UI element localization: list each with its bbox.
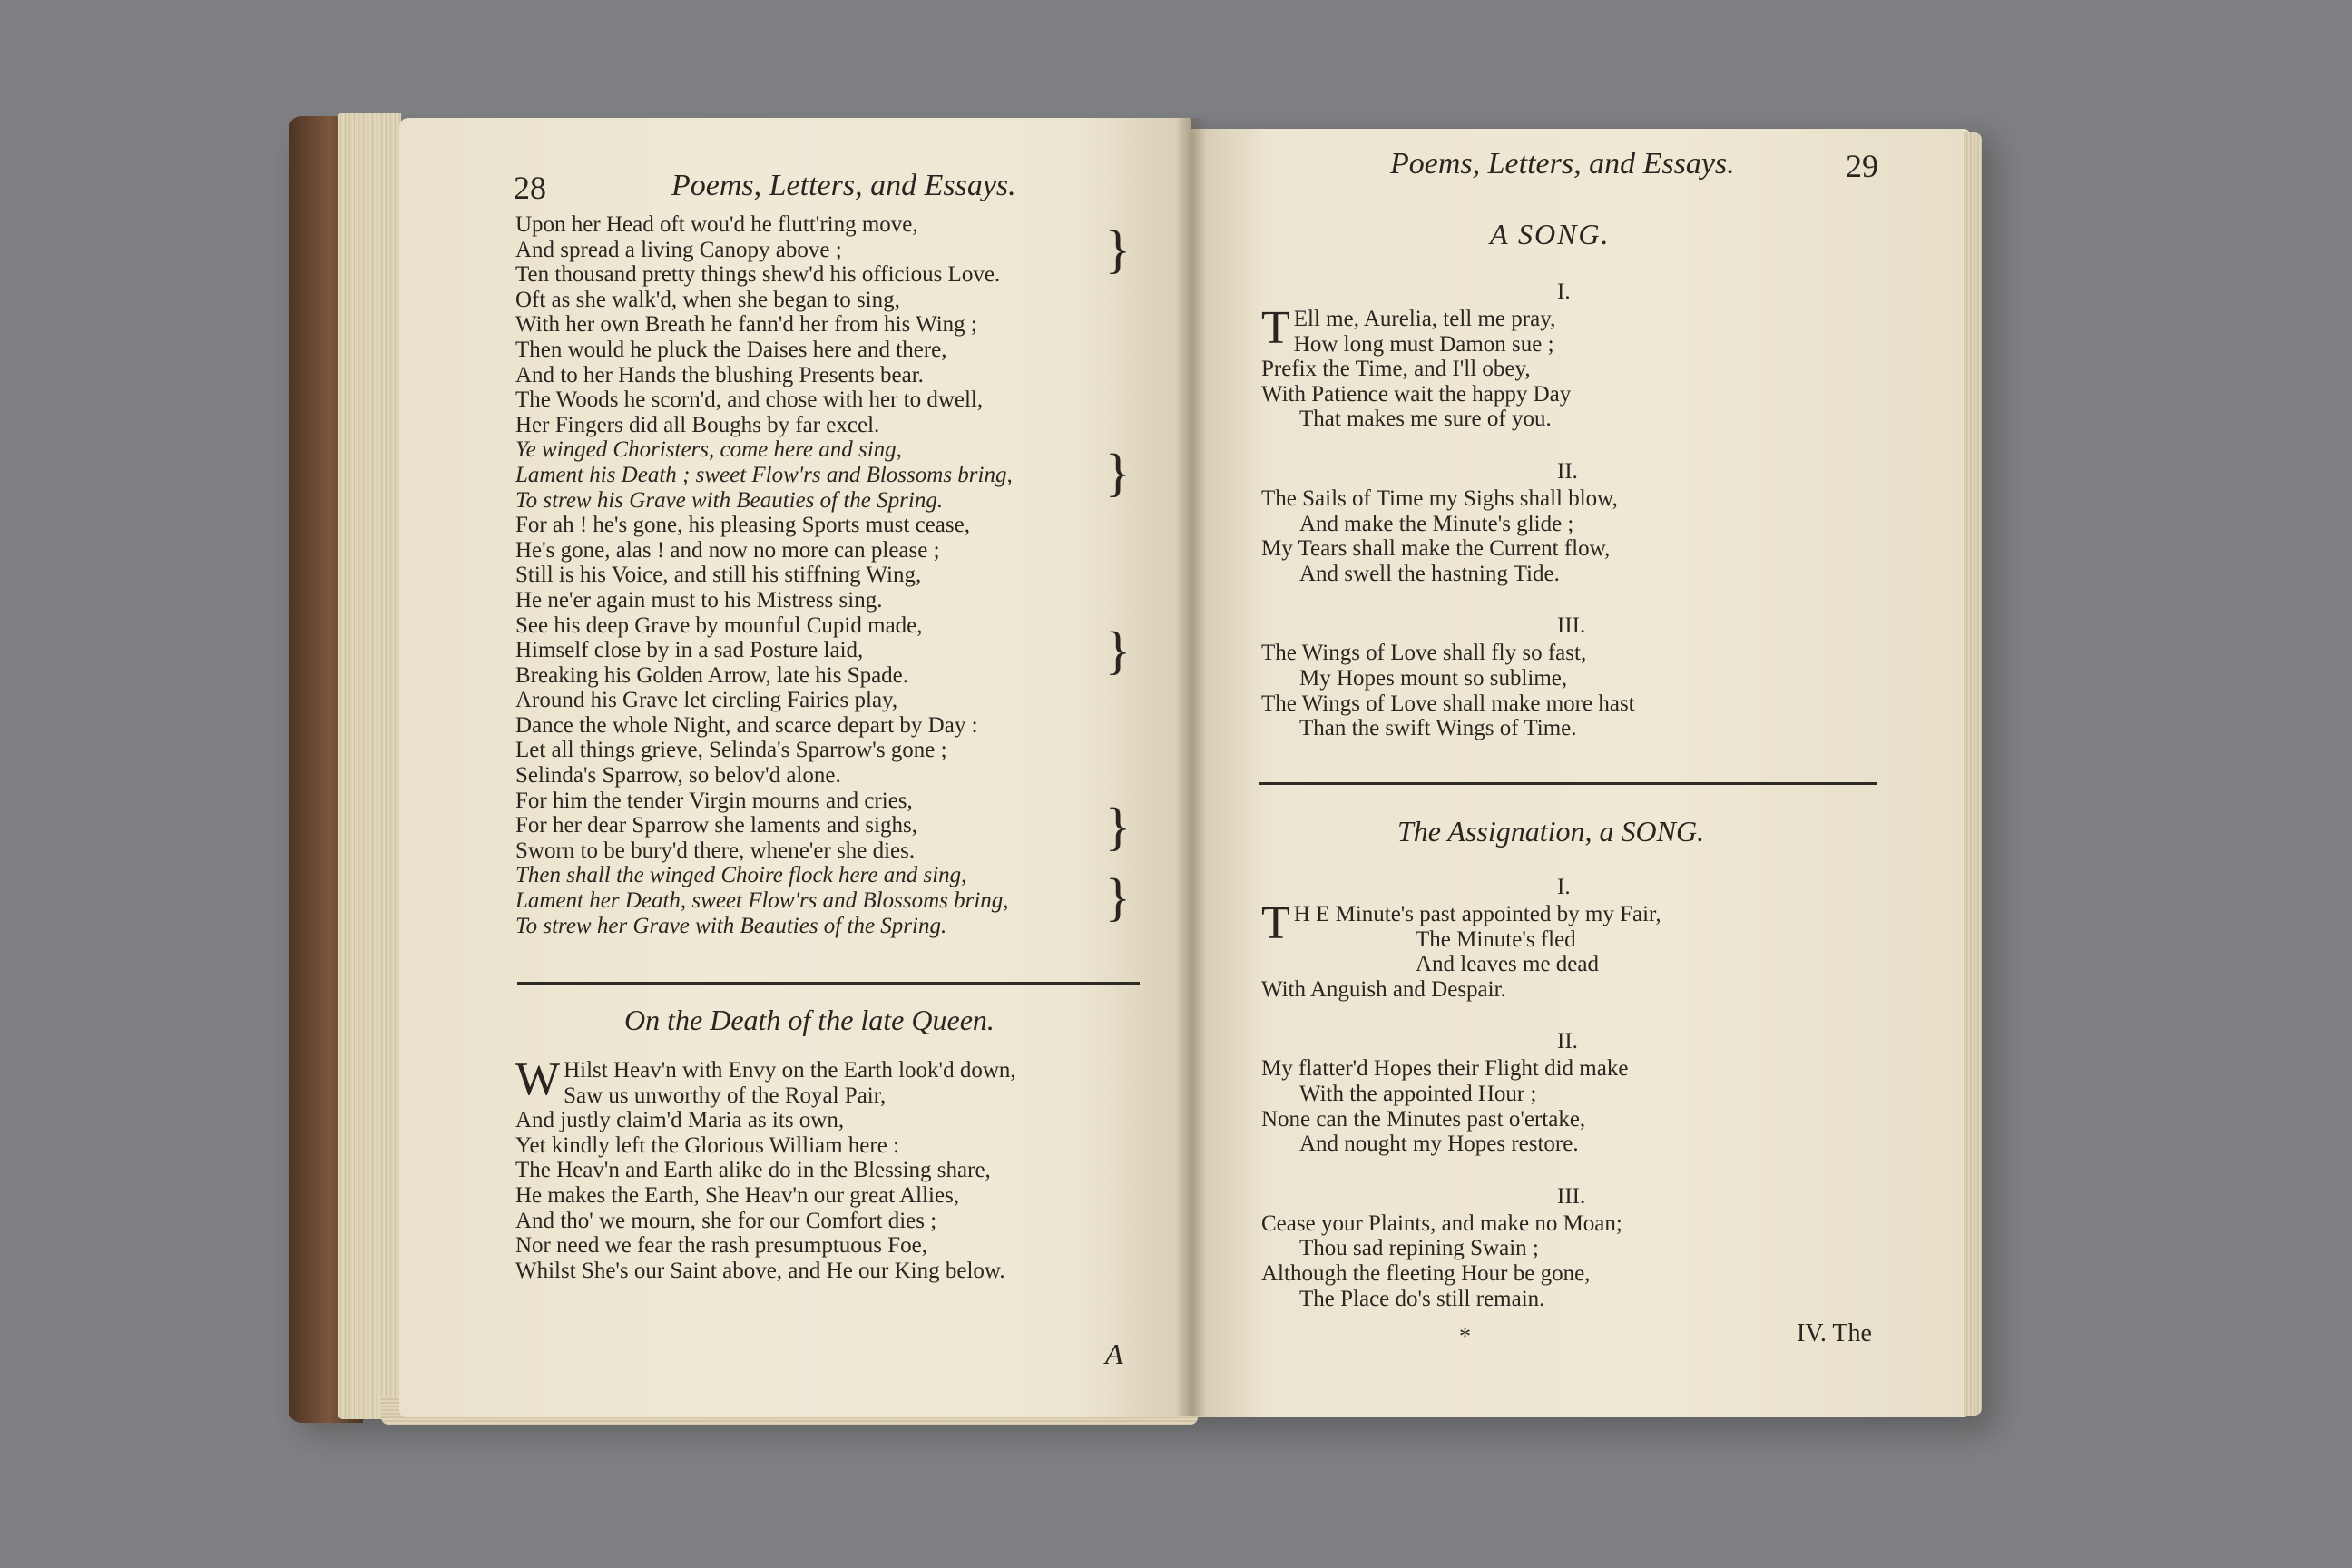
song-line: And nought my Hopes restore. [1299, 1132, 1579, 1157]
verse-line: And spread a living Canopy above ; [515, 237, 842, 262]
verse-line: The Woods he scorn'd, and chose with her to dwell, [515, 387, 984, 413]
dropcap: T [1261, 897, 1290, 949]
verse-line: Still is his Voice, and still his stiffning Wing, [515, 563, 922, 588]
verse-line: Ten thousand pretty things shew'd his officious Love. [515, 262, 1001, 288]
verse-line: He's gone, alas ! and now no more can please ; [515, 537, 940, 563]
song-line: The Minute's fled [1416, 926, 1576, 952]
verse-line: Selinda's Sparrow, so belov'd alone. [515, 763, 841, 789]
left-page [399, 118, 1191, 1417]
left-verse-block [515, 212, 1013, 938]
stanza-numeral: II. [1557, 1029, 1578, 1054]
song-line: That makes me sure of you. [1299, 407, 1552, 432]
queen-poem [515, 1054, 1151, 1283]
song-line: The Sails of Time my Sighs shall blow, [1261, 486, 1618, 511]
brace-2: } [1105, 443, 1131, 502]
song-line: My flatter'd Hopes their Flight did make [1261, 1056, 1629, 1082]
stanza-block [1261, 1211, 1622, 1311]
verse-line: Lament her Death, sweet Flow'rs and Blossoms bring, [515, 888, 1009, 914]
stanza-numeral: II. [1557, 459, 1578, 484]
song-line: Cease your Plaints, and make no Moan; [1261, 1210, 1622, 1236]
verse-line: For her dear Sparrow she laments and sighs, [515, 813, 917, 838]
song-line: My Tears shall make the Current flow, [1261, 536, 1611, 562]
page-block-edge [338, 113, 401, 1419]
song-line: My Hopes mount so sublime, [1299, 665, 1568, 691]
verse-line: Lament his Death ; sweet Flow'rs and Blossoms bring, [515, 462, 1013, 487]
song-line: And leaves me dead [1416, 952, 1600, 977]
dropcap-w: W [515, 1054, 561, 1105]
stanza-numeral: I. [1557, 279, 1571, 304]
left-running-head: Poems, Letters, and Essays. [671, 169, 1016, 202]
right-running-head: Poems, Letters, and Essays. [1390, 147, 1735, 181]
dropcap: T [1261, 302, 1290, 354]
queen-poem-line: The Heav'n and Earth alike do in the Blessing share, [515, 1158, 991, 1183]
stanza-block [1261, 486, 1618, 586]
brace-5: } [1105, 867, 1131, 926]
verse-line: He ne'er again must to his Mistress sing. [515, 587, 883, 612]
stanza-block [1261, 1056, 1628, 1156]
verse-line: And to her Hands the blushing Presents bear. [515, 362, 924, 387]
queen-poem-line: Yet kindly left the Glorious William here : [515, 1132, 900, 1158]
verse-line: Himself close by in a sad Posture laid, [515, 638, 864, 663]
song-line: With the appointed Hour ; [1299, 1081, 1537, 1106]
song1-title: A SONG. [1490, 218, 1611, 250]
song-line: How long must Damon sue ; [1293, 331, 1554, 357]
song2-title: The Assignation, a SONG. [1397, 815, 1705, 848]
footer-mark: * [1459, 1323, 1471, 1349]
brace-4: } [1105, 797, 1131, 856]
stanza-numeral: III. [1557, 613, 1586, 639]
verse-line: For ah ! he's gone, his pleasing Sports must cease, [515, 513, 970, 538]
song-line: None can the Minutes past o'ertake, [1261, 1106, 1586, 1132]
queen-poem-line: Hilst Heav'n with Envy on the Earth look'd down, [564, 1058, 1016, 1083]
queen-poem-line: And tho' we mourn, she for our Comfort dies ; [515, 1208, 937, 1233]
catchword: IV. The [1797, 1319, 1872, 1348]
song-line: Although the fleeting Hour be gone, [1261, 1260, 1591, 1286]
stanza-numeral: I. [1557, 875, 1571, 899]
song-line: With Patience wait the happy Day [1261, 381, 1572, 407]
verse-line: Around his Grave let circling Fairies play, [515, 688, 898, 713]
stanza-numeral: III. [1557, 1183, 1586, 1209]
queen-poem-line: Nor need we fear the rash presumptuous Foe, [515, 1233, 928, 1259]
verse-line: Breaking his Golden Arrow, late his Spade. [515, 662, 909, 688]
song-line: Prefix the Time, and I'll obey, [1261, 357, 1531, 382]
song-line: Than the swift Wings of Time. [1299, 716, 1577, 741]
queen-poem-line: Saw us unworthy of the Royal Pair, [564, 1083, 887, 1108]
verse-line: Then shall the winged Choire flock here and sing, [515, 863, 967, 888]
verse-line: Upon her Head oft wou'd he flutt'ring move, [515, 212, 918, 237]
verse-line: For him the tender Virgin mourns and cries, [515, 788, 913, 813]
verse-line: Ye winged Choristers, come here and sing, [515, 437, 902, 463]
poem-title-queen: On the Death of the late Queen. [624, 1004, 995, 1036]
right-page [1191, 129, 1971, 1417]
song-divider-rule [1259, 782, 1877, 785]
right-page-number: 29 [1846, 148, 1878, 184]
song-line: And swell the hastning Tide. [1299, 561, 1560, 586]
song-line: Ell me, Aurelia, tell me pray, [1293, 307, 1556, 331]
queen-poem-line: He makes the Earth, She Heav'n our great Allies, [515, 1182, 960, 1208]
verse-line: Dance the whole Night, and scarce depart by Day : [515, 712, 978, 738]
section-rule [517, 982, 1140, 985]
stanza-block [1261, 302, 1572, 432]
book-gutter [1176, 118, 1207, 1416]
brace-3: } [1105, 621, 1131, 680]
song-line: H E Minute's past appointed by my Fair, [1293, 902, 1661, 926]
signature-mark: A [1105, 1338, 1123, 1370]
queen-poem-lines [515, 1054, 1151, 1283]
song-line: And make the Minute's glide ; [1299, 511, 1574, 536]
song-line: The Wings of Love shall fly so fast, [1261, 641, 1587, 666]
stanza-block [1261, 897, 1661, 1002]
brace-1: } [1105, 220, 1131, 279]
song-line: The Place do's still remain. [1299, 1286, 1545, 1311]
verse-line: To strew her Grave with Beauties of the Spring. [515, 913, 947, 938]
left-page-number: 28 [514, 170, 546, 206]
verse-line: To strew his Grave with Beauties of the Spring. [515, 487, 944, 513]
verse-line: Oft as she walk'd, when she began to sing, [515, 287, 900, 312]
queen-poem-line: And justly claim'd Maria as its own, [515, 1108, 845, 1133]
song-line: Thou sad repining Swain ; [1299, 1236, 1539, 1261]
queen-poem-line: Whilst She's our Saint above, and He our King below. [515, 1258, 1005, 1283]
song-line: With Anguish and Despair. [1261, 976, 1506, 1002]
verse-line: With her own Breath he fann'd her from his Wing ; [515, 312, 977, 338]
verse-line: Sworn to be bury'd there, whene'er she dies. [515, 838, 916, 863]
song-line: The Wings of Love shall make more hast [1261, 691, 1635, 716]
verse-line: Then would he pluck the Daises here and there, [515, 337, 947, 362]
verse-line: See his deep Grave by mounful Cupid made, [515, 612, 923, 638]
verse-line: Her Fingers did all Boughs by far excel. [515, 412, 880, 437]
right-page-edge [1964, 132, 1982, 1416]
verse-line: Let all things grieve, Selinda's Sparrow's gone ; [515, 738, 947, 763]
stanza-block [1261, 641, 1635, 740]
